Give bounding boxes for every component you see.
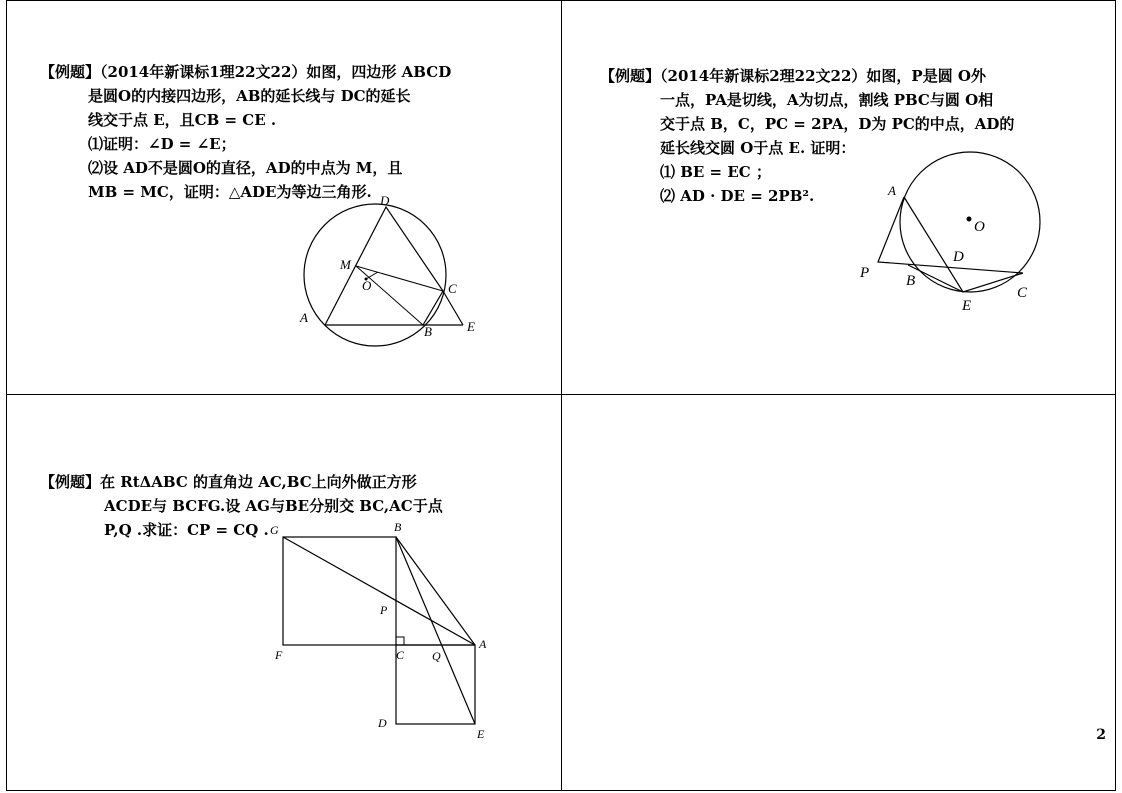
problem-2-line-6: ⑵ AD · DE = 2PB². [660,187,815,205]
label-f: F [275,648,283,662]
problem-1-line-6: MB = MC，证明：△ADE为等边三角形. [88,183,372,201]
label-p: P [380,603,388,617]
problem-1-line-2: 是圆O的内接四边形，AB的延长线与 DC的延长 [88,87,411,105]
problem-1-line-5: ⑵设 AD不是圆O的直径，AD的中点为 M，且 [88,159,403,177]
label-b: B [424,324,432,339]
label-c: C [1017,285,1028,301]
line-be [396,537,475,724]
problem-1-line-4: ⑴证明：∠D = ∠E； [88,135,236,153]
label-g: G [270,523,279,537]
problem-2-line-3: 交于点 B，C，PC = 2PA，D为 PC的中点，AD的 [660,115,1015,133]
label-d: D [380,193,390,208]
problem-3-line-2: ACDE与 BCFG.设 AG与BE分别交 BC,AC于点 [104,497,443,515]
label-c: C [448,281,457,296]
problem-2-line-1: 【例题】（2014年新课标2理22文22）如图，P是圆 O外 [600,67,987,85]
line-ba [396,537,475,645]
problem-2-line-2: 一点，PA是切线，A为切点，割线 PBC与圆 O相 [660,91,994,109]
problem-3-line-3: P,Q .求证：CP = CQ . [104,521,269,539]
label-o: O [362,278,372,293]
label-a: A [479,637,487,651]
problem-3-line-1: 【例题】在 RtΔABC 的直角边 AC,BC上向外做正方形 [40,473,417,491]
problem-2-figure [850,140,1050,320]
label-a: A [300,310,308,325]
page-number: 2 [1096,727,1106,743]
label-a: A [888,183,896,198]
label-p: P [860,265,870,281]
problem-1-figure [290,190,490,360]
label-d: D [953,249,964,265]
label-e: E [467,319,475,334]
problem-2-line-5: ⑴ BE = EC ； [660,163,771,181]
label-o: O [974,219,985,235]
line-mb [356,266,423,325]
line-ga [283,537,475,645]
label-e: E [962,298,972,314]
point-o [967,217,972,222]
label-e: E [477,727,485,741]
problem-1-line-3: 线交于点 E，且CB = CE . [88,111,277,129]
right-angle-mark [396,637,404,645]
line-ce [443,291,463,325]
label-b: B [906,273,916,289]
label-m: M [340,257,351,272]
problem-1-line-1: 【例题】（2014年新课标1理22文22）如图，四边形 ABCD [40,63,452,81]
label-b: B [394,520,402,534]
label-c: C [396,648,405,662]
problem-3-figure [260,515,500,745]
problem-1-text [40,60,451,204]
problem-2-line-4: 延长线交圆 O于点 E. 证明： [660,139,856,157]
lines-pa-pc [878,197,1023,273]
label-d: D [378,716,387,730]
vertical-divider [561,0,562,791]
label-q: Q [432,649,441,663]
